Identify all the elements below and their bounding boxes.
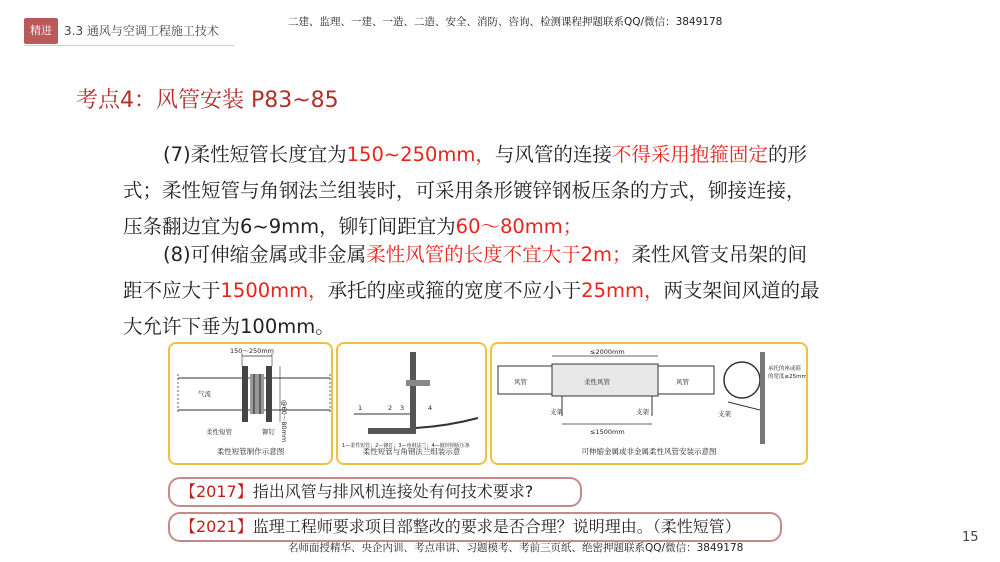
p2-red-1: 柔性风管的长度不宜大于2m； <box>366 243 632 266</box>
q1-text: 指出风管与排风机连接处有何技术要求? <box>252 482 534 501</box>
section-title: 3.3 通风与空调工程施工技术 <box>64 24 219 38</box>
q2-text: 监理工程师要求项目部整改的要求是否合理？说明理由。（柔性短管） <box>252 517 741 536</box>
p2-text-1: (8)可伸缩金属或非金属 <box>163 243 367 266</box>
p2-text-2: 柔性风管支吊架的间距不应大于 <box>123 243 808 302</box>
p1-text-2: 与风管的连接 <box>494 143 612 166</box>
paragraph-7 <box>123 137 823 245</box>
fig1-airflow: 气流 <box>198 390 211 398</box>
fig1-short-pipe: 柔性短管 <box>206 428 232 436</box>
question-2021 <box>168 512 782 542</box>
p2-text-3: 承托的座或箍的宽度不应小于 <box>327 279 582 302</box>
fig2-caption: 柔性短管与角钢法兰组装示意 <box>362 447 461 456</box>
fig3-caption: 可伸缩金属或非金属柔性风管安装示意图 <box>581 447 717 456</box>
fig1-rivet: 铆钉 <box>262 428 275 436</box>
paragraph-8 <box>123 237 823 345</box>
p1-text-1: (7)柔性短管长度宜为 <box>163 143 347 166</box>
section-tag: 精进 <box>24 18 58 44</box>
fig3-support-side: 支架 <box>718 410 731 418</box>
bottom-advert: 名师面授精华、央企内训、考点串讲、习题模考、考前三页纸、绝密押题联系QQ/微信：3849178 <box>288 542 744 554</box>
question-2017 <box>168 477 582 507</box>
fig1-dim: 150～250mm <box>230 347 274 355</box>
fig2-n2: 2 <box>388 404 393 412</box>
fig2-n4: 4 <box>428 404 433 412</box>
top-advert: 二建、监理、一建、一造、二造、安全、消防、咨询、检测课程押题联系QQ/微信：3849178 <box>288 16 723 28</box>
fig3-duct-right: 风管 <box>676 378 689 386</box>
fig3-note2: 的宽度≥25mm <box>768 374 807 380</box>
fig2-n3: 3 <box>400 404 405 412</box>
p1-red-3: 60～80mm； <box>455 215 583 238</box>
fig3-dim-bottom: ≤1500mm <box>590 428 625 436</box>
figure-flexible-duct-install <box>490 342 808 465</box>
fig1-caption: 柔性短管制作示意图 <box>216 447 285 456</box>
p1-red-2: 不得采用抱箍固定 <box>611 143 768 166</box>
fig3-duct-left: 风管 <box>514 378 527 386</box>
p1-text-3: 的形式；柔性短管与角钢法兰组装时，可采用条形镀锌钢板压条的方式，铆接连接，压条翻边宜为6~9mm，铆钉间距宜为 <box>123 143 807 238</box>
fig1-dim2: @60～80mm <box>280 400 288 443</box>
figure-row <box>168 342 808 465</box>
p1-red-1: 150~250mm， <box>346 143 495 166</box>
fig3-note1: 承托的座或箍 <box>768 366 802 372</box>
fig2-n1: 1 <box>358 404 363 412</box>
figure-flexible-short-pipe <box>168 342 333 465</box>
fig2-legend: 1—柔性短管；2—铆钉；3—角钢法兰；4—镀锌钢板压条 <box>342 443 470 449</box>
fig3-flex: 柔性风管 <box>584 378 610 386</box>
slide-title: 考点4：风管安装 P83~85 <box>76 88 339 113</box>
q2-year: 【2021】 <box>180 517 253 536</box>
fig3-dim-top: ≤2000mm <box>590 348 625 356</box>
p2-text-4: 两支架间风道的最大允许下垂为100mm。 <box>123 279 820 338</box>
fig3-support-right: 支架 <box>636 408 649 416</box>
p2-red-2: 1500mm， <box>220 279 328 302</box>
q1-year: 【2017】 <box>180 482 253 501</box>
header-divider <box>24 45 234 46</box>
p2-red-3: 25mm， <box>581 279 664 302</box>
page-number: 15 <box>962 530 979 545</box>
fig3-support-left: 支架 <box>550 408 563 416</box>
figure-angle-flange <box>336 342 487 465</box>
